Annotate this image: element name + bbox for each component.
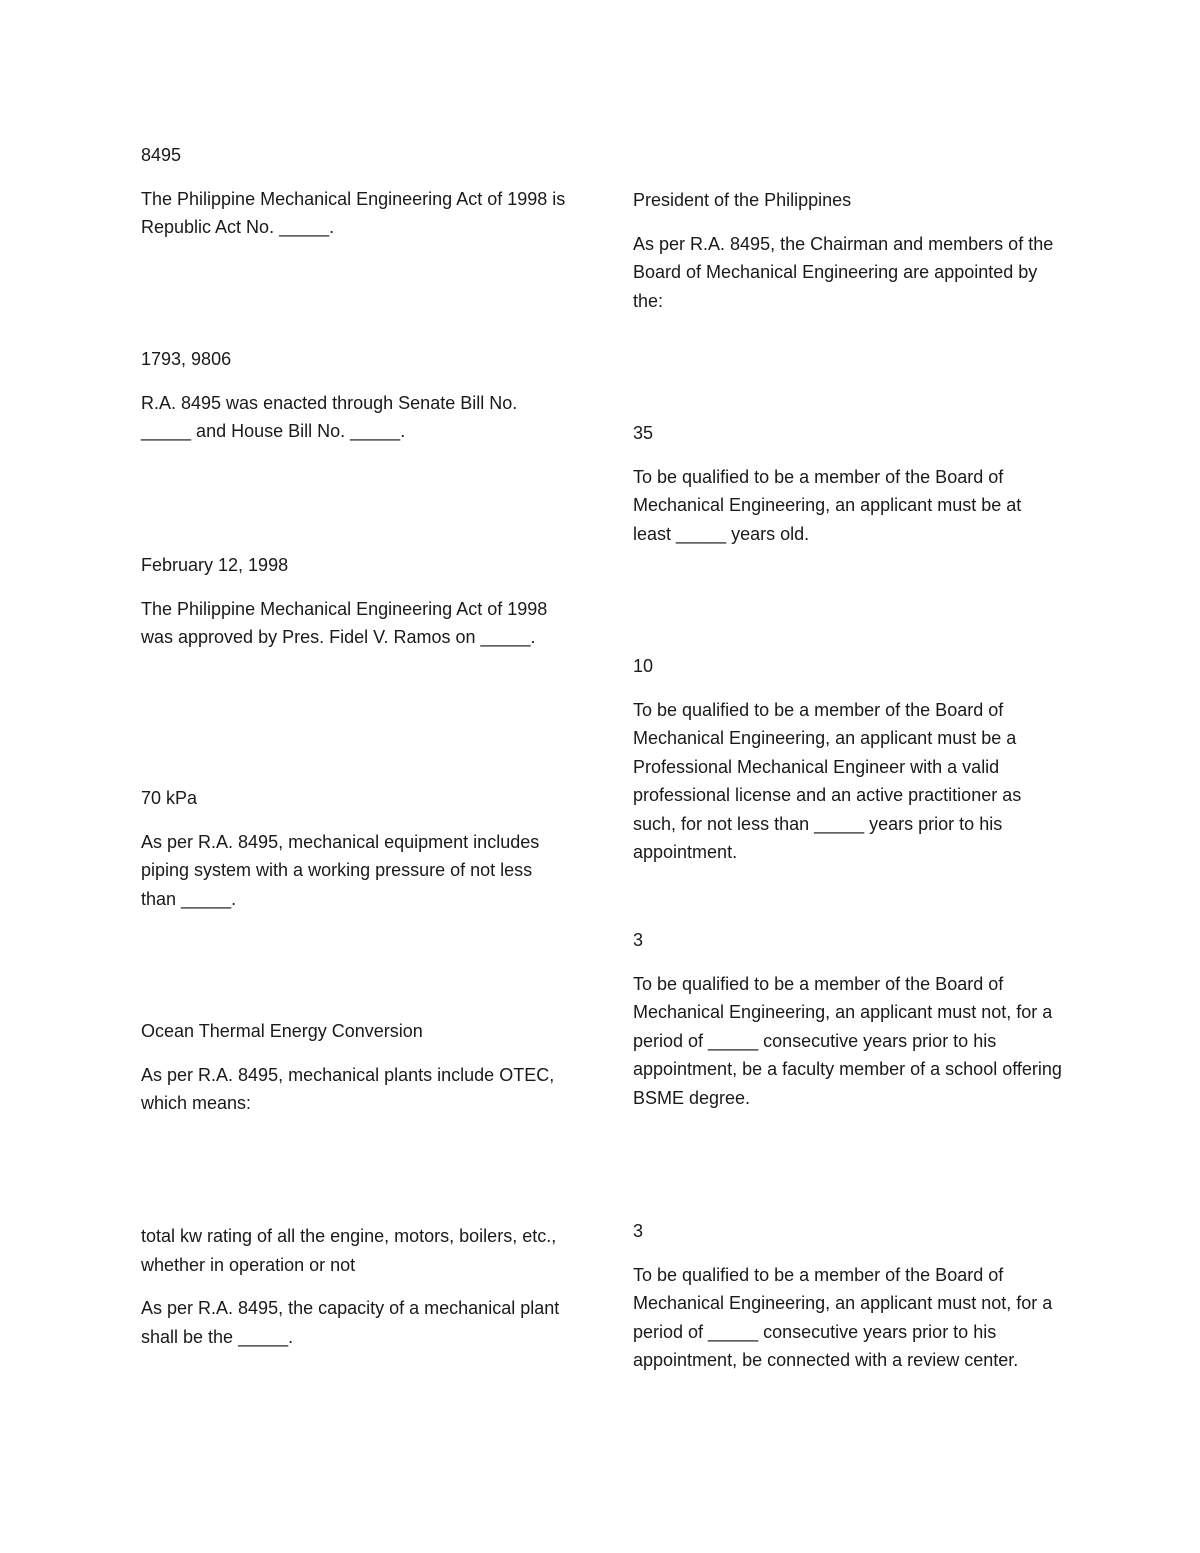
card-question: To be qualified to be a member of the Board of Mechanical Engineering, an applicant must not, for a period of _____ consecutive years prior to his appointment, be a faculty member of a school offering BSME degree. [633,973,1062,1108]
card-question: As per R.A. 8495, the Chairman and members of the Board of Mechanical Engineering are appointed by the: [633,233,1054,311]
card-answer: 1793, 9806 [141,349,232,369]
flashcard-faculty-restriction [633,926,1063,1112]
card-question: As per R.A. 8495, mechanical plants include OTEC, which means: [141,1064,555,1113]
flashcard-board-appointment [633,186,1063,315]
flashcard-minimum-age [633,419,1063,548]
card-question: The Philippine Mechanical Engineering Act of 1998 was approved by Pres. Fidel V. Ramos on _____. [141,598,548,647]
card-question: To be qualified to be a member of the Board of Mechanical Engineering, an applicant must be a Professional Mechanical Engineer with a valid professional license and an active practitioner as such, for not less than _____ years prior to his appointment. [633,699,1022,862]
card-question: As per R.A. 8495, the capacity of a mechanical plant shall be the _____. [141,1298,560,1347]
card-answer: 10 [633,656,654,676]
card-question: As per R.A. 8495, mechanical equipment includes piping system with a working pressure of not less than _____. [141,831,540,909]
card-answer: 3 [633,1221,644,1241]
card-answer: February 12, 1998 [141,555,289,575]
flashcard-bill-numbers [141,345,571,446]
card-answer: President of the Philippines [633,190,852,210]
card-answer: Ocean Thermal Energy Conversion [141,1021,423,1041]
card-question: The Philippine Mechanical Engineering Act of 1998 is Republic Act No. _____. [141,188,566,237]
card-answer: 8495 [141,145,182,165]
flashcard-otec [141,1017,571,1118]
card-answer: 70 kPa [141,788,198,808]
flashcard-ra-number [141,141,571,242]
card-answer: 35 [633,423,654,443]
flashcard-practice-years [633,652,1063,867]
card-answer: total kw rating of all the engine, motors, boilers, etc., whether in operation or not [141,1226,557,1275]
card-question: To be qualified to be a member of the Board of Mechanical Engineering, an applicant must not, for a period of _____ consecutive years prior to his appointment, be connected with a review center. [633,1264,1053,1370]
card-answer: 3 [633,930,644,950]
flashcard-review-center-restriction [633,1217,1063,1375]
flashcard-working-pressure [141,784,571,913]
flashcard-approval-date [141,551,571,652]
flashcard-plant-capacity [141,1222,571,1351]
card-question: To be qualified to be a member of the Board of Mechanical Engineering, an applicant must be at least _____ years old. [633,466,1022,544]
card-question: R.A. 8495 was enacted through Senate Bill No. _____ and House Bill No. _____. [141,392,518,441]
